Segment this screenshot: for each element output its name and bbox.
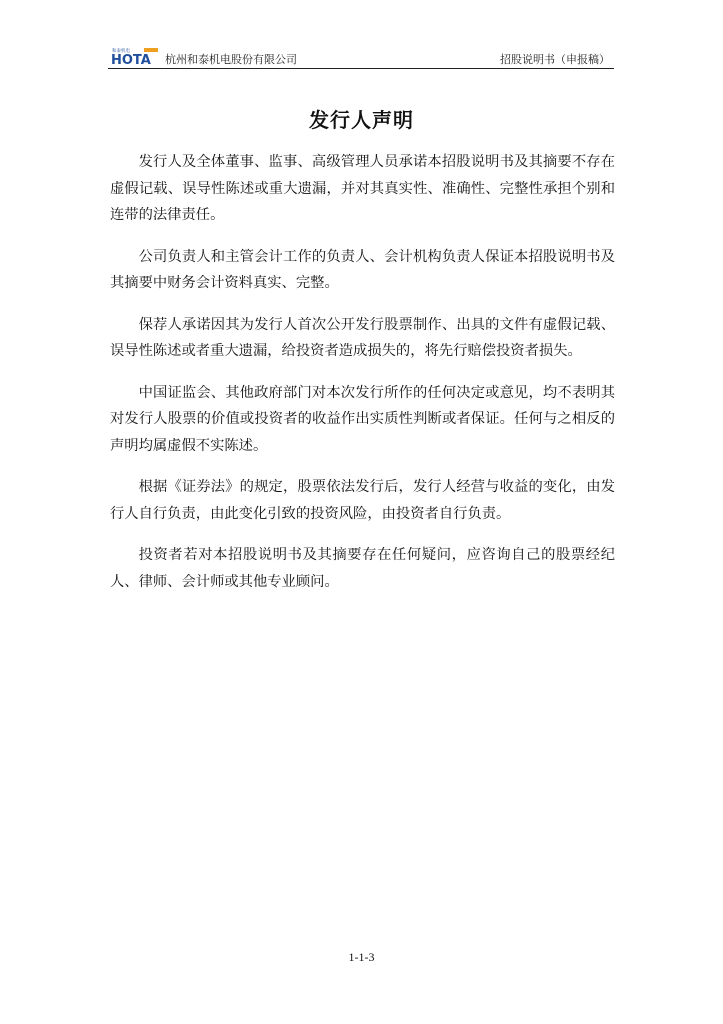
page-header <box>108 44 614 69</box>
logo-text: HOTA <box>111 53 151 66</box>
logo-small-text: 和泰机电 <box>112 49 130 54</box>
paragraph: 根据《证券法》的规定，股票依法发行后，发行人经营与收益的变化，由发行人自行负责，由此变化引致的投资风险，由投资者自行负责。 <box>110 479 615 522</box>
paragraph: 中国证监会、其他政府部门对本次发行所作的任何决定或意见，均不表明其对发行人股票的价值或投资者的收益作出实质性判断或者保证。任何与之相反的声明均属虚假不实陈述。 <box>110 384 615 454</box>
company-name: 杭州和泰机电股份有限公司 <box>165 53 297 66</box>
document-name: 招股说明书（申报稿） <box>500 53 610 66</box>
page-title: 发行人声明 <box>309 108 414 132</box>
paragraph: 保荐人承诺因其为发行人首次公开发行股票制作、出具的文件有虚假记载、误导性陈述或者重大遗漏，给投资者造成损失的，将先行赔偿投资者损失。 <box>110 316 615 359</box>
paragraph: 发行人及全体董事、监事、高级管理人员承诺本招股说明书及其摘要不存在虚假记载、误导性陈述或重大遗漏，并对其真实性、准确性、完整性承担个别和连带的法律责任。 <box>110 154 615 223</box>
hota-logo <box>110 46 160 66</box>
declaration-body <box>110 149 615 610</box>
page-number: 1-1-3 <box>348 950 375 964</box>
paragraph: 公司负责人和主管会计工作的负责人、会计机构负责人保证本招股说明书及其摘要中财务会计资料真实、完整。 <box>110 248 615 291</box>
paragraph: 投资者若对本招股说明书及其摘要存在任何疑问，应咨询自己的股票经纪人、律师、会计师或其他专业顾问。 <box>110 547 615 590</box>
